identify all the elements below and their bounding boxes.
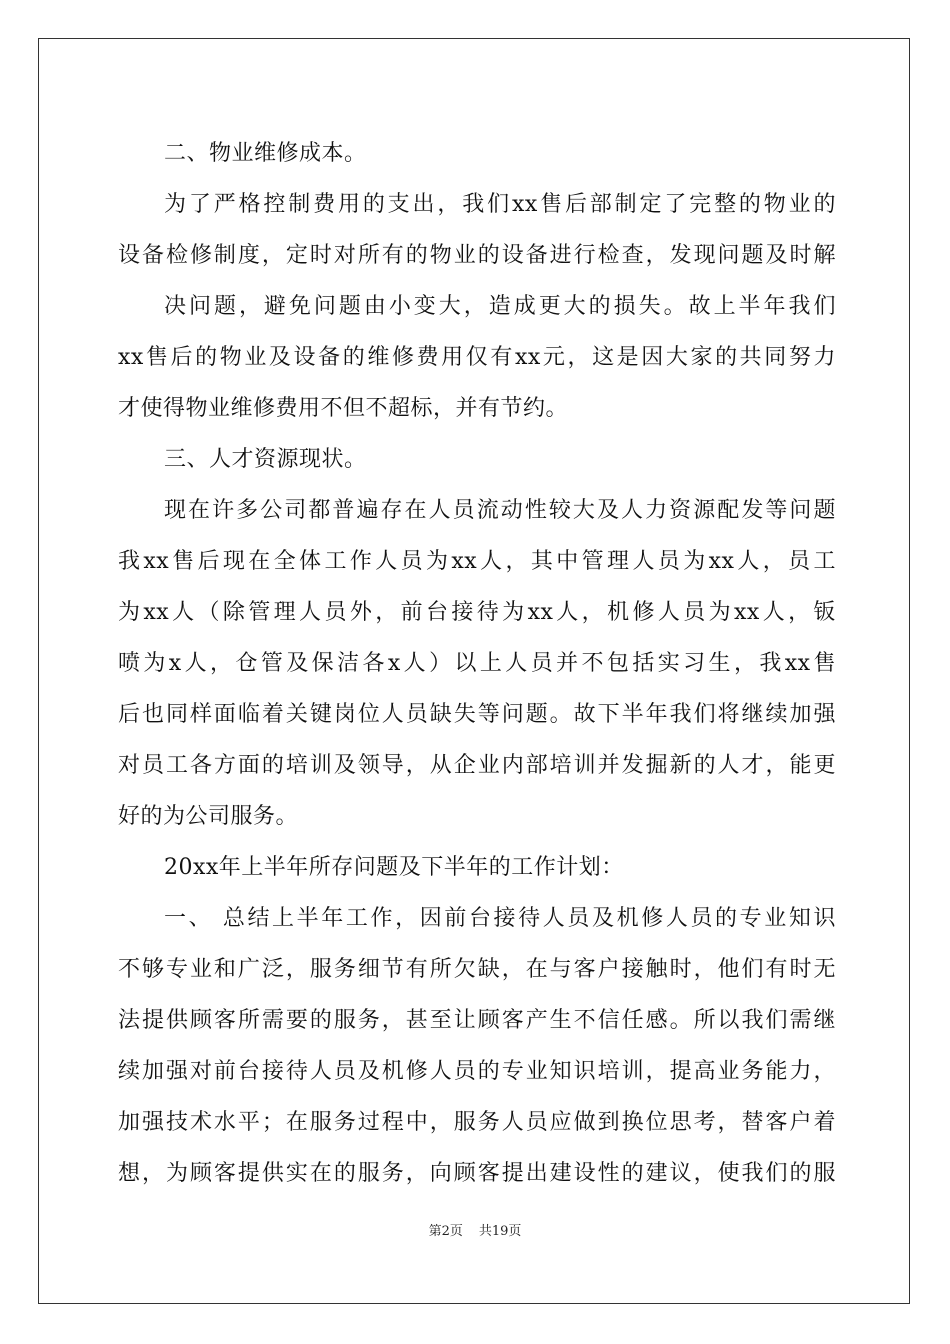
text-line: 不够专业和广泛，服务细节有所欠缺，在与客户接触时，他们有时无 [118,957,836,982]
page-number: 第2页 [428,1224,463,1239]
text-line: 为了严格控制费用的支出，我们xx售后部制定了完整的物业的 [164,192,836,217]
text-line: 好的为公司服务。 [118,804,299,829]
text-line: 二、物业维修成本。 [164,141,367,166]
text-line: 后也同样面临着关键岗位人员缺失等问题。故下半年我们将继续加强 [118,702,836,727]
text-line: 喷为x人，仓管及保洁各x人）以上人员并不包括实习生，我xx售 [118,651,836,676]
text-line: 决问题，避免问题由小变大，造成更大的损失。故上半年我们 [164,294,836,319]
page-total: 共19页 [478,1224,522,1239]
text-line: 现在许多公司都普遍存在人员流动性较大及人力资源配发等问题 [164,498,836,523]
page-footer [0,1220,950,1239]
text-line: 才使得物业维修费用不但不超标，并有节约。 [118,396,569,421]
text-line: 三、人才资源现状。 [164,447,367,472]
text-line: 设备检修制度，定时对所有的物业的设备进行检查，发现问题及时解 [118,243,836,268]
text-line: 20xx年上半年所存问题及下半年的工作计划： [164,855,624,880]
text-line: 为xx人（除管理人员外，前台接待为xx人，机修人员为xx人，钣 [118,600,836,625]
text-line: 加强技术水平；在服务过程中，服务人员应做到换位思考，替客户着 [118,1110,836,1135]
document-body [118,128,836,1199]
text-line: 想，为顾客提供实在的服务，向顾客提出建设性的建议，使我们的服 [118,1161,836,1186]
text-line: 一、 总结上半年工作，因前台接待人员及机修人员的专业知识 [164,906,836,931]
text-line: xx售后的物业及设备的维修费用仅有xx元，这是因大家的共同努力 [118,345,836,370]
text-line: 我xx售后现在全体工作人员为xx人，其中管理人员为xx人，员工 [118,549,836,574]
text-line: 续加强对前台接待人员及机修人员的专业知识培训，提高业务能力， [118,1059,836,1084]
text-line: 法提供顾客所需要的服务，甚至让顾客产生不信任感。所以我们需继 [118,1008,836,1033]
text-line: 对员工各方面的培训及领导，从企业内部培训并发掘新的人才，能更 [118,753,836,778]
